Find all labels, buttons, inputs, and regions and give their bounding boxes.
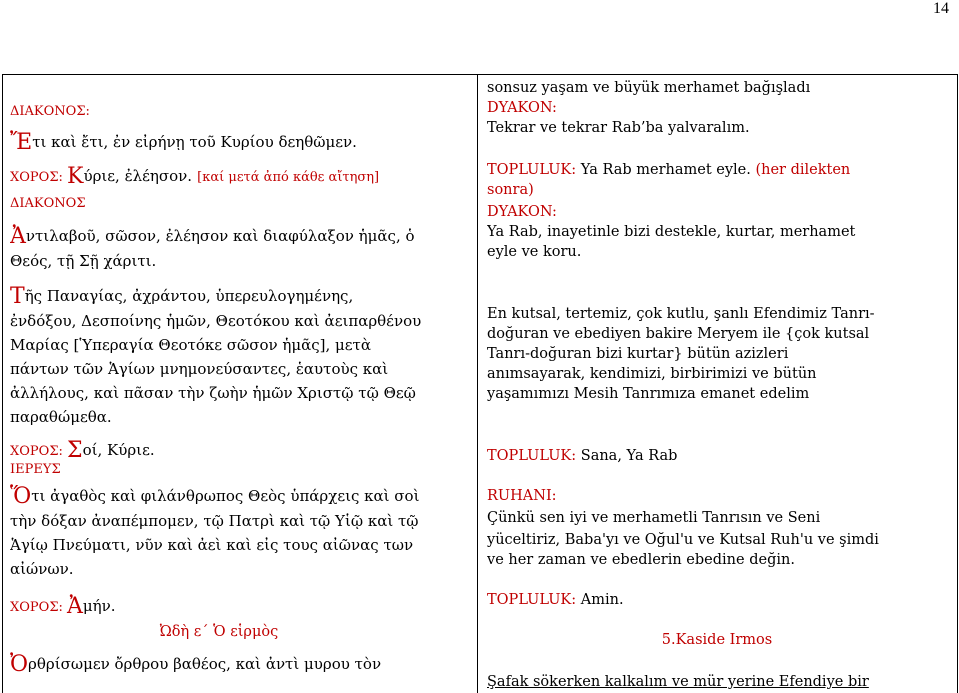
page-number: 14 [933,0,949,17]
turkish-commemoration-line: Tanrı-doğuran bizi kurtar} bütün azizleri [487,346,789,362]
table-top-rule [2,74,957,75]
turkish-choir-response-1 [487,160,947,180]
greek-commemoration-line: ἀλλήλους, καὶ πᾶσαν τὴν ζωὴν ἡμῶν Χριστῷ τῷ Θεῷ [10,384,416,402]
greek-ekphonesis [10,484,468,581]
table-right-rule [957,74,958,693]
drop-initial: Τ [10,284,25,309]
greek-commemoration-line: πάντων τῶν Ἁγίων μνημονεύσαντες, ἑαυτοὺς καὶ [10,360,389,378]
greek-choir-response-3 [10,594,468,620]
turkish-deacon-label: DYAKON: [487,100,557,116]
greek-commemoration-line [10,284,468,309]
greek-irmos-text: ρθρίσωμεν ὄρθρου βαθέος, καὶ ἀντὶ μυρου τὸν [28,655,382,673]
turkish-rubric-note: (her dilekten [750,162,851,178]
drop-initial: Ἀ [67,594,83,619]
greek-commemoration-line: ἐνδόξου, Δεσποίνης ἡμῶν, Θεοτόκου καὶ ἀειπαρθένου [10,312,422,330]
greek-ode-heading: Ὠδὴ ε΄ Ὁ εἱρμὸς [159,624,279,640]
turkish-choir-response-2 [487,446,947,466]
turkish-column [487,78,947,693]
column-divider [477,74,478,693]
greek-column [10,78,468,693]
turkish-petition-2-line: eyle ve koru. [487,244,582,260]
greek-petition-2 [10,224,468,273]
greek-choir-label: ΧΟΡΟΣ: [10,600,68,615]
turkish-petition-1: Tekrar ve tekrar Rab’ba yalvaralım. [487,120,750,136]
turkish-choir-text: Sana, Ya Rab [580,448,678,464]
greek-commemoration-line: παραθώμεθα. [10,408,112,426]
greek-commemoration-text: ῆς Παναγίας, ἀχράντου, ὑπερευλογημένης, [24,287,354,305]
greek-choir-text: μήν. [82,597,116,615]
drop-initial: Ὅ [10,484,32,509]
turkish-continuation-line: sonsuz yaşam ve büyük merhamet bağışladı [487,80,811,96]
turkish-choir-label: TOPLULUK: [487,448,581,464]
greek-commemoration-line: Μαρίας [Ὑπεραγία Θεοτόκε σῶσον ἡμᾶς], μετὰ [10,336,371,354]
greek-ekphonesis-line: Ἁγίῳ Πνεύματι, νῦν καὶ ἀεὶ καὶ εἰς τους αἰῶνας των [10,536,414,554]
greek-irmos-line [10,652,468,677]
turkish-choir-label: TOPLULUK: [487,162,581,178]
greek-petition-1 [10,130,468,155]
turkish-choir-label: TOPLULUK: [487,592,581,608]
turkish-choir-text: Ya Rab merhamet eyle. [580,162,751,178]
greek-ekphonesis-text: τι ἀγαθὸς καὶ φιλάνθρωπος Θεὸς ὑπάρχεις καὶ σοὶ [31,487,420,505]
turkish-commemoration-line: En kutsal, tertemiz, çok kutlu, şanlı Efendimiz Tanrı- [487,306,875,322]
greek-choir-text: οί, Κύριε. [82,441,155,459]
greek-commemoration [10,284,468,429]
turkish-deacon-label-2: DYAKON: [487,204,557,220]
turkish-ekphonesis-line: yüceltiriz, Baba'yı ve Oğul'u ve Kutsal Ruh'u ve şimdi [487,532,879,548]
drop-initial: Ἀ [10,224,26,249]
drop-initial: Σ [67,438,83,463]
greek-petition-2-line: Θεός, τῇ Σῇ χάριτι. [10,252,157,270]
drop-initial: Ὀ [10,652,29,677]
greek-ekphonesis-line: αἰώνων. [10,560,74,578]
greek-choir-label: ΧΟΡΟΣ: [10,170,68,185]
turkish-rubric-note-cont: sonra) [487,182,534,198]
greek-choir-label: ΧΟΡΟΣ: [10,444,68,459]
greek-choir-response-1 [10,164,468,190]
greek-petition-2-line [10,224,468,249]
greek-deacon-label-2: ΔΙΑΚΟΝΟΣ [10,196,86,211]
turkish-commemoration-line: doğuran ve ebediyen bakire Meryem ile {çok kutsal [487,326,870,342]
greek-irmos [10,652,468,677]
greek-choir-response-2 [10,438,468,464]
greek-ekphonesis-line: τὴν δόξαν ἀναπέμπομεν, τῷ Πατρὶ καὶ τῷ Υἱῷ καὶ τῷ [10,512,419,530]
turkish-irmos-line: Şafak sökerken kalkalım ve mür yerine Efendiye bir [487,674,869,690]
turkish-petition-2-line: Ya Rab, inayetinle bizi destekle, kurtar, merhamet [487,224,856,240]
greek-ekphonesis-line [10,484,468,509]
greek-petition-1-text: τι καὶ ἔτι, ἐν εἰρήνῃ τοῦ Κυρίου δεηθῶμεν. [32,133,357,151]
greek-petition-2-text: ντιλαβοῦ, σῶσον, ἐλέησον καὶ διαφύλαξον ἡμᾶς, ὁ [25,227,415,245]
turkish-ode-heading: 5.Kaside Irmos [661,632,773,648]
greek-rubric-note: [καί μετά ἀπό κάθε αἴτηση] [197,170,380,185]
turkish-commemoration-line: anımsayarak, kendimizi, birbirimizi ve bütün [487,366,817,382]
turkish-choir-response-3 [487,590,947,610]
greek-deacon-label: ΔΙΑΚΟΝΟΣ: [10,104,90,119]
table-left-rule [2,74,3,693]
greek-priest-label: ΙΕΡΕΥΣ [10,462,61,477]
turkish-priest-label: RUHANI: [487,488,557,504]
turkish-ekphonesis-line: ve her zaman ve ebedlerin ebedine değin. [487,552,795,568]
greek-choir-text: ύριε, ἐλέησον. [83,167,193,185]
drop-initial: Ἔ [10,130,33,155]
turkish-choir-text: Amin. [580,592,624,608]
turkish-commemoration-line: yaşamımızı Mesih Tanrımıza emanet edelim [487,386,810,402]
drop-initial: Κ [67,164,84,189]
turkish-ekphonesis-line: Çünkü sen iyi ve merhametli Tanrısın ve Seni [487,510,821,526]
